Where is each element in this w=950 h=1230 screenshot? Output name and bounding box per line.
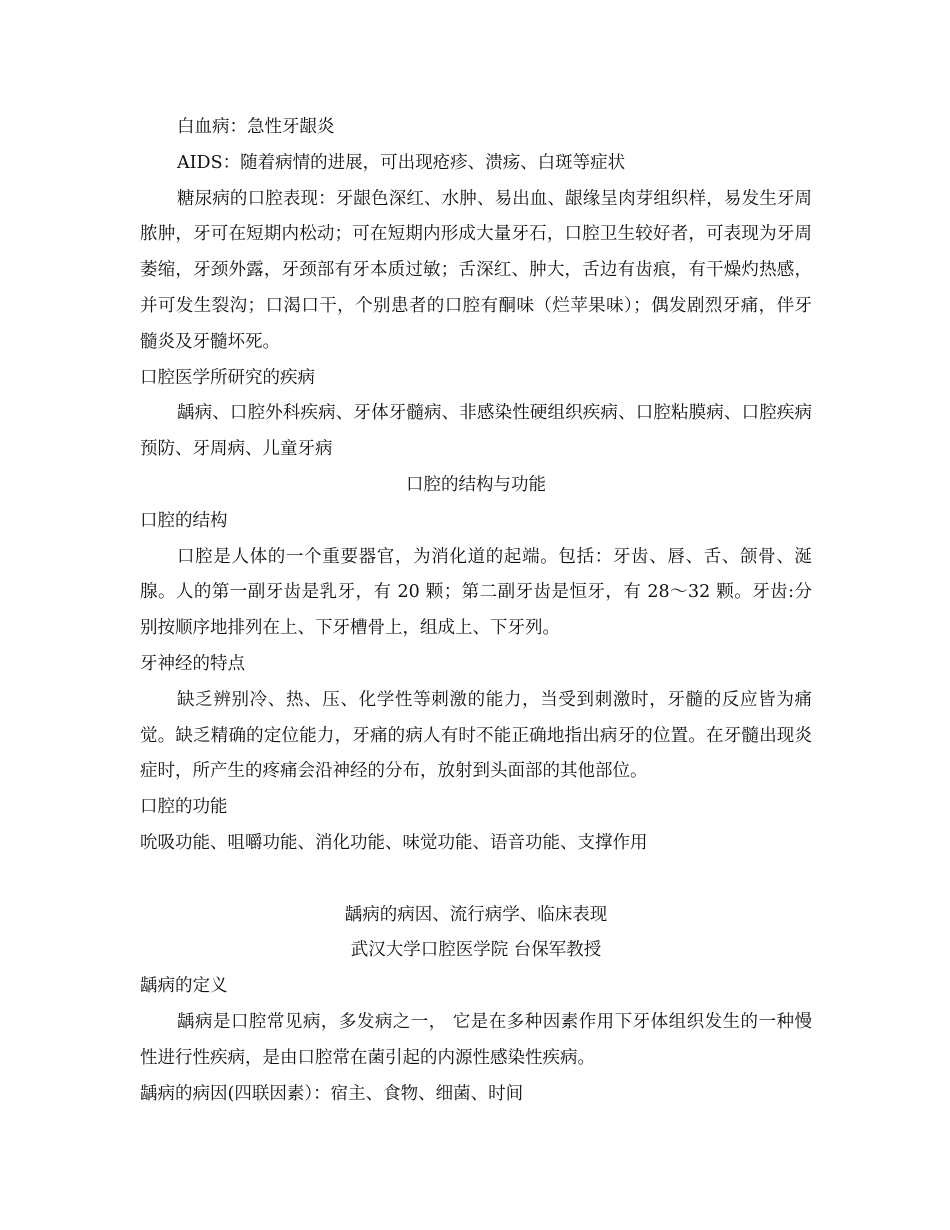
section-author: 武汉大学口腔医学院 台保军教授: [350, 940, 602, 961]
paragraph-caries-definition: 龋病是口腔常见病，多发病之一， 它是在多种因素作用下牙体组织发生的一种慢性进行性疾病，是由口腔常在菌引起的内源性感染性疾病。: [140, 1011, 812, 1068]
blank-line: [140, 862, 812, 898]
paragraph-oral-structure: 口腔是人体的一个重要器官，为消化道的起端。包括：牙齿、唇、舌、颌骨、涎腺。人的第一副牙齿是乳牙，有 20 颗；第二副牙齿是恒牙，有 28～32 颗。牙齿:分别按顺序地排列在上、下牙槽骨上，组成上、下牙列。: [140, 546, 812, 639]
paragraph-leukemia: 白血病：急性牙龈炎: [177, 117, 335, 137]
heading-oral-function: 口腔的功能: [140, 797, 228, 818]
heading-tooth-nerve: 牙神经的特点: [140, 653, 245, 674]
paragraph-oral-function: 吮吸功能、咀嚼功能、消化功能、味觉功能、语音功能、支撑作用: [140, 832, 648, 853]
document-body: [140, 110, 812, 1112]
paragraph-caries-cause: 龋病的病因(四联因素）：宿主、食物、细菌、时间: [140, 1083, 524, 1104]
heading-oral-structure: 口腔的结构: [140, 510, 228, 531]
heading-caries-definition: 龋病的定义: [140, 976, 228, 997]
paragraph-diabetes: 糖尿病的口腔表现：牙龈色深红、水肿、易出血、龈缘呈肉芽组织样，易发生牙周脓肿，牙可在短期内松动；可在短期内形成大量牙石，口腔卫生较好者，可表现为牙周萎缩，牙颈外露，牙颈部有牙本质过敏；舌深红、肿大，舌边有齿痕，有干燥灼热感，并可发生裂沟；口渴口干，个别患者的口腔有酮味（烂苹果味）；偶发剧烈牙痛，伴牙髓炎及牙髓坏死。: [140, 188, 812, 352]
section-title-structure-function: 口腔的结构与功能: [406, 474, 546, 495]
section-title-caries: 龋病的病因、流行病学、临床表现: [344, 904, 608, 925]
paragraph-oral-diseases: 龋病、口腔外科疾病、牙体牙髓病、非感染性硬组织疾病、口腔粘膜病、口腔疾病预防、牙周病、儿童牙病: [140, 403, 812, 460]
paragraph-aids: AIDS：随着病情的进展，可出现疮疹、溃疡、白斑等症状: [177, 152, 626, 173]
paragraph-tooth-nerve: 缺乏辨别冷、热、压、化学性等刺激的能力，当受到刺激时，牙髓的反应皆为痛觉。缺乏精确的定位能力，牙痛的病人有时不能正确地指出病牙的位置。在牙髓出现炎症时，所产生的疼痛会沿神经的分布，放射到头面部的其他部位。: [140, 689, 812, 782]
heading-oral-diseases: 口腔医学所研究的疾病: [140, 367, 315, 388]
